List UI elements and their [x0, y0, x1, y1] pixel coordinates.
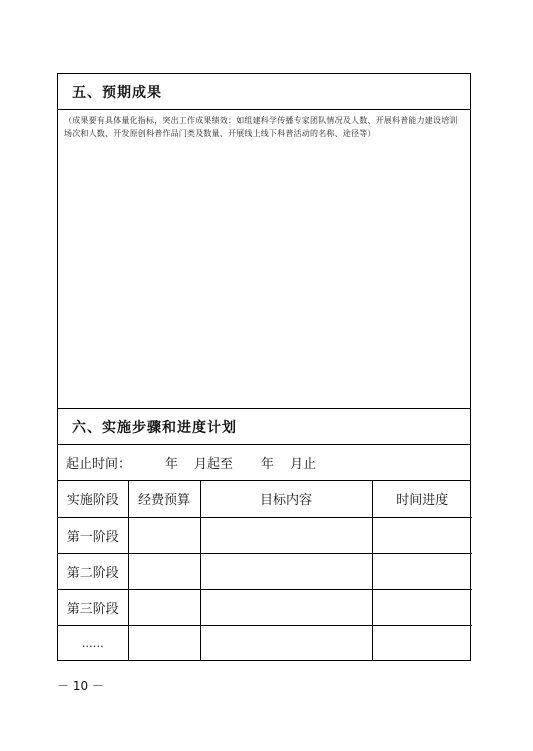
period-label: 起止时间： — [66, 457, 132, 472]
header-stage: 实施阶段 — [58, 481, 128, 517]
schedule-cell[interactable] — [372, 589, 472, 625]
stage-cell: 第三阶段 — [58, 589, 128, 625]
period-row[interactable] — [58, 445, 470, 481]
table-row — [58, 589, 472, 625]
target-cell[interactable] — [200, 517, 372, 553]
period-month-start: 月起至 — [194, 457, 234, 472]
page-number: － 10 － — [57, 679, 104, 693]
period-year-end: 年 — [261, 457, 275, 472]
schedule-cell[interactable] — [372, 517, 472, 553]
schedule-cell[interactable] — [372, 553, 472, 589]
header-schedule: 时间进度 — [372, 481, 472, 517]
target-cell[interactable] — [200, 625, 372, 661]
stage-cell: 第二阶段 — [58, 553, 128, 589]
table-row — [58, 517, 472, 553]
budget-cell[interactable] — [128, 517, 200, 553]
header-target: 目标内容 — [200, 481, 372, 517]
budget-cell[interactable] — [128, 589, 200, 625]
table-row — [58, 553, 472, 589]
implementation-plan-section — [57, 408, 471, 661]
expected-results-instructions: （成果要有具体量化指标，突出工作成果绩效：如组建科学传播专家团队情况及人数、开展科普能力建设培训场次和人数、开发原创科普作品门类及数量、开展线上线下科普活动的名称、途径等） — [64, 116, 458, 138]
expected-results-title: 五、预期成果 — [72, 84, 162, 101]
budget-cell[interactable] — [128, 625, 200, 661]
plan-table — [58, 481, 472, 661]
stage-cell: 第一阶段 — [58, 517, 128, 553]
implementation-plan-header — [58, 409, 470, 445]
expected-results-header — [58, 74, 470, 110]
target-cell[interactable] — [200, 589, 372, 625]
target-cell[interactable] — [200, 553, 372, 589]
budget-cell[interactable] — [128, 553, 200, 589]
period-month-end: 月止 — [290, 457, 317, 472]
stage-cell: …… — [58, 625, 128, 661]
period-year-start: 年 — [165, 457, 179, 472]
header-budget: 经费预算 — [128, 481, 200, 517]
table-row — [58, 625, 472, 661]
expected-results-section — [57, 73, 471, 409]
implementation-plan-title: 六、实施步骤和进度计划 — [72, 419, 237, 436]
table-header-row — [58, 481, 472, 517]
schedule-cell[interactable] — [372, 625, 472, 661]
